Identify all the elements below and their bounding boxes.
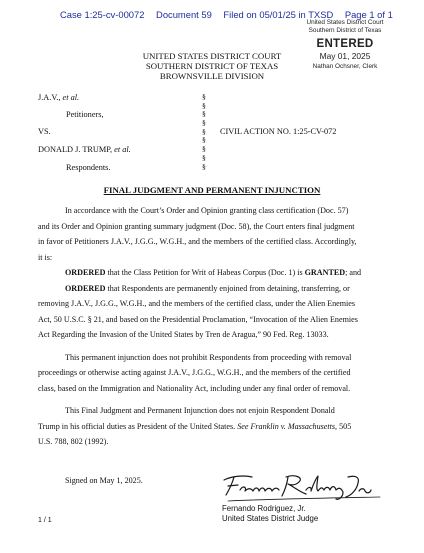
body-line: removing J.A.V., J.G.G., W.G.H., and the members of the certified class, under the Alien Enemies xyxy=(38,299,356,308)
petitioner-name: J.A.V., xyxy=(38,93,61,102)
page-number: 1 / 1 xyxy=(38,517,52,524)
ordered-label: ORDERED xyxy=(65,283,106,293)
section-mark: § xyxy=(202,144,206,154)
court-line3: BROWNSVILLE DIVISION xyxy=(159,71,265,82)
court-line2: SOUTHERN DISTRICT OF TEXAS xyxy=(145,61,279,72)
ecf-case-number: Case 1:25-cv-00072 xyxy=(60,9,145,20)
paragraph-ordered-enjoined xyxy=(38,281,388,343)
court-line1: UNITED STATES DISTRICT COURT xyxy=(142,51,282,61)
body-text: , 505 xyxy=(335,421,352,431)
ecf-filed-date: Filed on 05/01/25 in TXSD xyxy=(223,9,334,20)
respondent-line xyxy=(38,145,131,154)
judge-signature-text xyxy=(222,504,318,523)
section-mark: § xyxy=(202,118,206,128)
section-mark: § xyxy=(202,152,206,162)
body-text: that Respondents are permanently enjoined from detaining, transferring, or xyxy=(105,283,350,293)
court-heading xyxy=(0,51,424,82)
judge-name: Fernando Rodriguez, Jr. xyxy=(222,504,306,513)
body-line: This permanent injunction does not prohibit Respondents from proceeding with removal xyxy=(65,352,352,362)
respondent-role: Respondents. xyxy=(66,163,111,172)
petitioner-etal: et al. xyxy=(62,93,80,102)
civil-action-number: CIVIL ACTION NO. 1:25-CV-072 xyxy=(220,127,337,136)
body-line: U.S. 788, 802 (1992). xyxy=(38,437,109,446)
document-title-text: FINAL JUDGMENT AND PERMANENT INJUNCTION xyxy=(103,185,321,195)
versus: VS. xyxy=(38,127,51,136)
handwritten-signature xyxy=(218,468,388,504)
petitioner-line xyxy=(38,93,79,102)
signature-block xyxy=(218,468,388,538)
body-line: proceedings or otherwise acting against J.A.V., J.G.G., W.G.H., and the members of the certified xyxy=(38,368,351,377)
stamp-court-line2: Southern District of Texas xyxy=(308,27,382,34)
body-text: Trump in his official duties as President of the United States. xyxy=(38,421,238,431)
section-mark: § xyxy=(202,92,206,101)
granted-label: GRANTED xyxy=(304,268,346,277)
section-mark: § xyxy=(202,161,206,171)
body-line: Act, 50 U.S.C. § 21, and based on the Presidential Proclamation, “Invocation of the Alien Enemies xyxy=(38,314,358,324)
body-text: that the Class Petition for Writ of Habeas Corpus (Doc. 1) is xyxy=(105,268,305,277)
document-body xyxy=(38,203,388,450)
respondent-name: DONALD J. TRUMP, xyxy=(38,145,113,154)
section-mark: § xyxy=(202,100,206,110)
case-citation: See Franklin v. Massachusetts xyxy=(237,421,336,431)
stamp-clerk: Nathan Ochsner, Clerk xyxy=(312,63,378,70)
body-line: Act Regarding the Invasion of the United States by Tren de Aragua,” 90 Fed. Reg. 13033. xyxy=(38,330,329,339)
paragraph-president xyxy=(38,403,388,450)
judge-title: United States District Judge xyxy=(222,513,319,523)
section-mark: § xyxy=(202,109,206,119)
petitioner-role: Petitioners, xyxy=(66,110,104,119)
body-line: This Final Judgment and Permanent Injunction does not enjoin Respondent Donald xyxy=(65,406,335,415)
body-line: class, based on the Immigration and Nationality Act, including under any final order of removal. xyxy=(38,383,351,393)
ecf-document-number: Document 59 xyxy=(156,9,212,20)
section-mark: § xyxy=(202,135,206,145)
stamp-court-line1: United States District Court xyxy=(306,19,384,26)
body-line: in favor of Petitioners J.A.V., J.G.G., W.G.H., and the members of the certified class. Accordingly, xyxy=(38,237,357,246)
paragraph-ordered-granted xyxy=(38,265,388,281)
body-line: and its Order and Opinion granting summary judgment (Doc. 58), the Court enters final judgment xyxy=(38,221,355,231)
body-text: ; and xyxy=(345,268,362,277)
stamp-date: May 01, 2025 xyxy=(319,51,371,61)
respondent-etal: et al. xyxy=(114,145,131,154)
document-title xyxy=(0,185,424,196)
body-line: it is: xyxy=(38,252,53,262)
section-marks xyxy=(202,93,214,171)
body-line: In accordance with the Court’s Order and Opinion granting class certification (Doc. 57) xyxy=(65,206,349,215)
body-line xyxy=(38,419,388,435)
paragraph-injunction-scope xyxy=(38,350,388,397)
signed-date: Signed on May 1, 2025. xyxy=(65,476,143,485)
case-caption xyxy=(38,93,398,181)
stamp-entered: ENTERED xyxy=(316,38,374,50)
section-mark: § xyxy=(202,126,206,136)
ordered-label: ORDERED xyxy=(65,268,106,277)
ecf-page-count: Page 1 of 1 xyxy=(344,9,393,20)
paragraph-accordance xyxy=(38,203,388,265)
